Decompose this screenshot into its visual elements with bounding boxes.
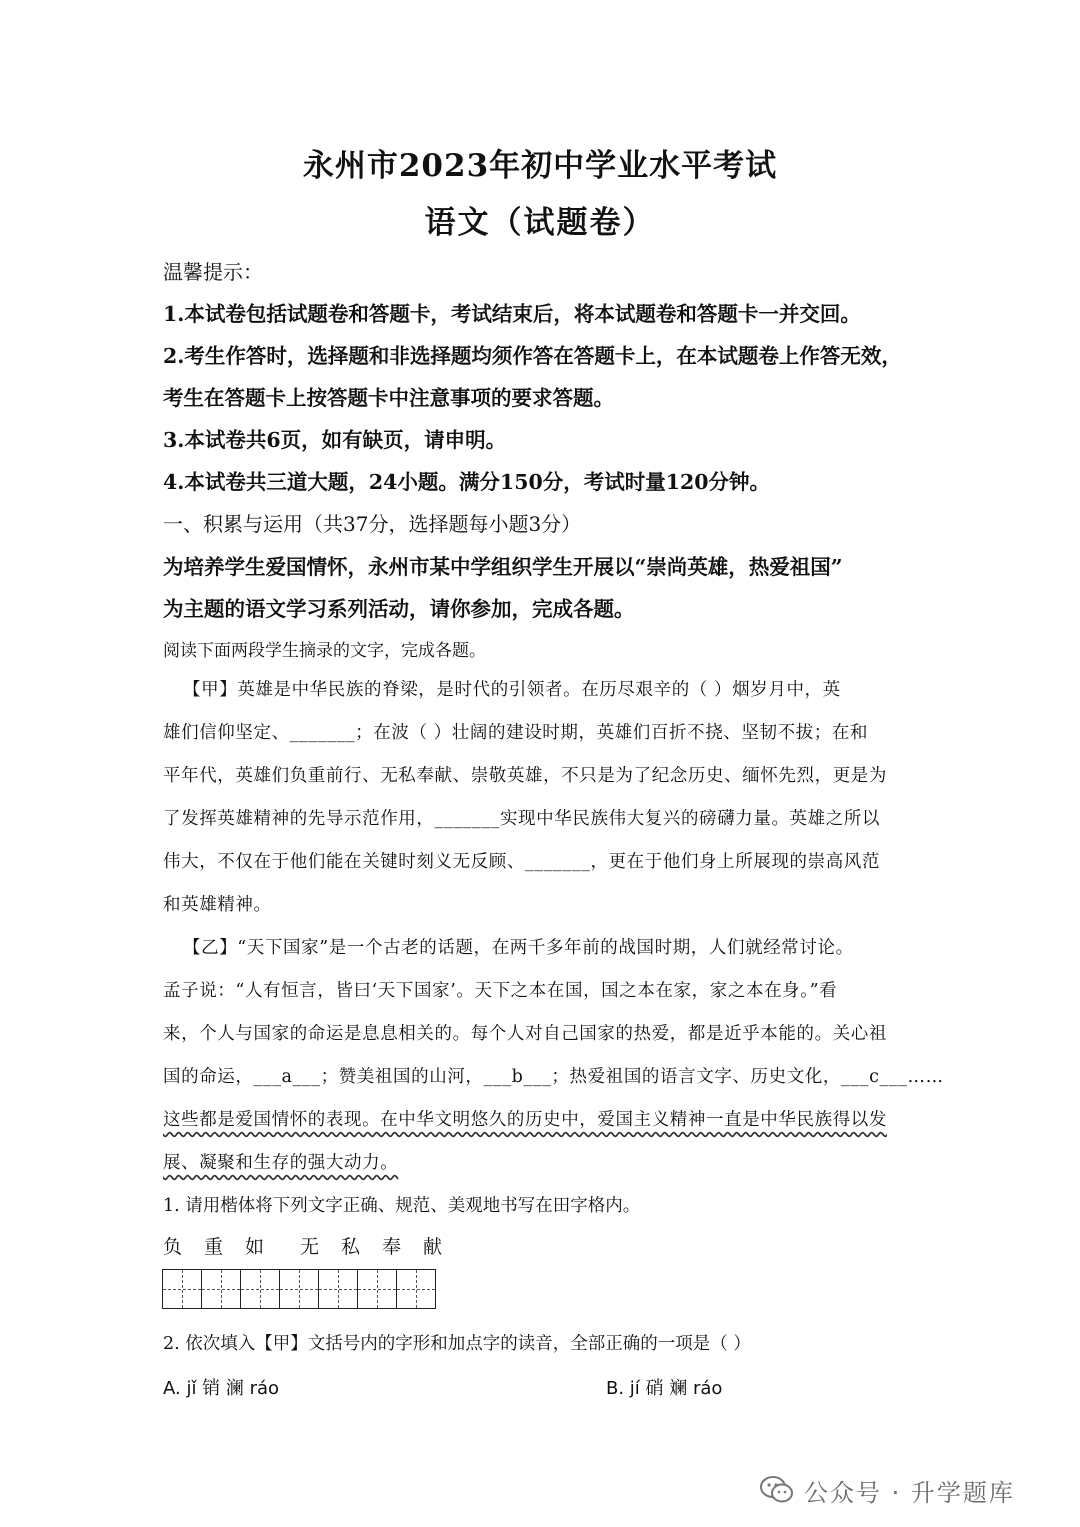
question-1: 1. 请用楷体将下列文字正确、规范、美观地书写在田字格内。 (163, 1196, 641, 1216)
passage-jia-line-3: 平年代，英雄们负重前行、无私奉献、崇敬英雄，不只是为了纪念历史、缅怀先烈，更是为 (163, 766, 887, 786)
question-2: 2. 依次填入【甲】文括号内的字形和加点字的读音，全部正确的一项是（ ） (163, 1334, 751, 1354)
passage-yi-line-5: 这些都是爱国情怀的表现。在中华文明悠久的历史中，爱国主义精神一直是中华民族得以发 (163, 1110, 887, 1130)
tianzige-cell (240, 1269, 280, 1309)
tianzige-cell (318, 1269, 358, 1309)
option-b: B. jí 硝 斓 ráo (606, 1378, 723, 1399)
copy-char: 重 (204, 1236, 224, 1258)
copy-char: 如 (245, 1236, 265, 1258)
copy-char: 无 (300, 1236, 320, 1258)
notice-heading: 温馨提示： (163, 260, 263, 284)
passage-jia-line-2: 雄们信仰坚定、_______；在波（ ）壮阔的建设时期，英雄们百折不挠、坚韧不拔；在和 (163, 723, 869, 743)
notice-item-2: 2.考生作答时，选择题和非选择题均须作答在答题卡上，在本试题卷上作答无效， (163, 344, 902, 368)
tianzige-grid (163, 1269, 436, 1311)
tianzige-cell (201, 1269, 241, 1309)
reading-instruction: 阅读下面两段学生摘录的文字，完成各题。 (163, 641, 486, 661)
wechat-icon (760, 1475, 794, 1505)
copy-char: 献 (423, 1236, 443, 1258)
copy-characters (163, 1232, 464, 1259)
section-heading: 一、积累与运用（共37分，选择题每小题3分） (163, 512, 582, 536)
tianzige-cell (396, 1269, 436, 1309)
exam-subtitle: 语文（试题卷） (424, 205, 656, 241)
tianzige-cell (162, 1269, 202, 1309)
copy-char: 奉 (382, 1236, 402, 1258)
passage-jia-line-5: 伟大，不仅在于他们能在关键时刻义无反顾、_______，更在于他们身上所展现的崇高风范 (163, 852, 881, 872)
passage-yi-line-4: 国的命运，___a___；赞美祖国的山河，___b___；热爱祖国的语言文字、历史文化，___c___…… (163, 1067, 944, 1087)
notice-item-1: 1.本试卷包括试题卷和答题卡，考试结束后，将本试题卷和答题卡一并交回。 (163, 302, 861, 326)
notice-item-4: 4.本试卷共三道大题，24小题。满分150分，考试时量120分钟。 (163, 470, 771, 494)
watermark-text: 公众号 · 升学题库 (804, 1478, 1015, 1507)
passage-yi-line-1: 【乙】“天下国家”是一个古老的话题，在两千多年前的战国时期，人们就经常讨论。 (183, 938, 854, 958)
copy-char: 负 (163, 1236, 183, 1258)
option-a: A. jǐ 销 澜 ráo (163, 1378, 280, 1399)
watermark (760, 1468, 1015, 1512)
passage-yi-line-6: 展、凝聚和生存的强大动力。 (163, 1153, 399, 1173)
passage-jia-line-4: 了发挥英雄精神的先导示范作用，_______实现中华民族伟大复兴的磅礴力量。英雄之所以 (163, 809, 881, 829)
notice-item-2-cont: 考生在答题卡上按答题卡中注意事项的要求答题。 (163, 386, 614, 410)
section-intro-1: 为培养学生爱国情怀，永州市某中学组织学生开展以“崇尚英雄，热爱祖国” (163, 555, 843, 579)
passage-jia-line-1: 【甲】英雄是中华民族的脊梁，是时代的引领者。在历尽艰辛的（ ）烟岁月中，英 (183, 680, 841, 700)
tianzige-cell (357, 1269, 397, 1309)
section-intro-2: 为主题的语文学习系列活动，请你参加，完成各题。 (163, 597, 635, 621)
tianzige-cell (279, 1269, 319, 1309)
passage-jia-line-6: 和英雄精神。 (163, 895, 272, 915)
exam-title: 永州市2023年初中学业水平考试 (302, 148, 778, 184)
copy-char: 私 (341, 1236, 361, 1258)
notice-item-3: 3.本试卷共6页，如有缺页，请申明。 (163, 428, 507, 452)
passage-yi-line-3: 来，个人与国家的命运是息息相关的。每个人对自己国家的热爱，都是近乎本能的。关心祖 (163, 1024, 887, 1044)
passage-yi-line-2: 孟子说：“人有恒言，皆曰‘天下国家’。天下之本在国，国之本在家，家之本在身。”看 (163, 981, 838, 1001)
